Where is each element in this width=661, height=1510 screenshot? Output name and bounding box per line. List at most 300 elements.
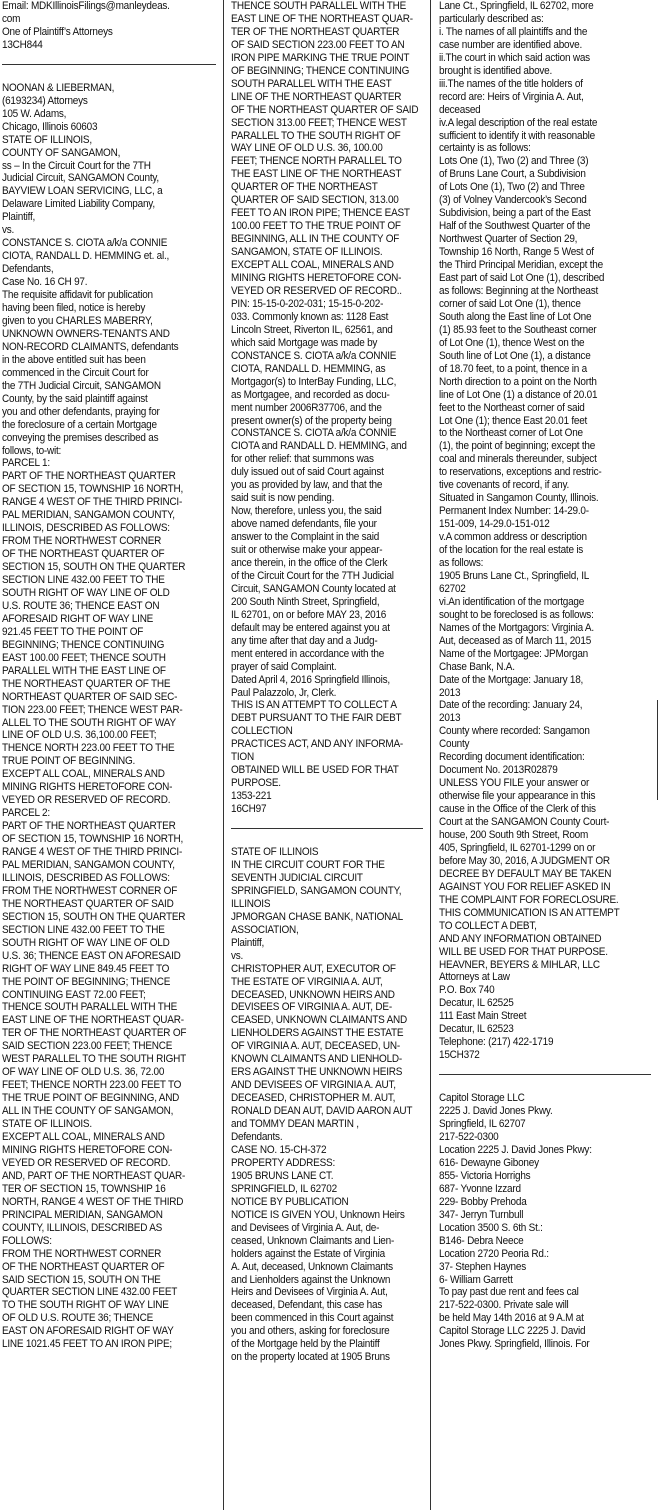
notice-line: NOTICE BY PUBLICATION	[231, 1195, 349, 1208]
notice-line: iv.A legal description of the real estate	[439, 116, 598, 129]
notice-line: ceased, Unknown Claimants and Lien-	[231, 1234, 395, 1247]
notice-line: 6- William Garrett	[439, 1273, 513, 1286]
notice-line: Springfield, IL 62707	[439, 1118, 526, 1131]
notice-line: feet to the Northeast corner of said	[439, 401, 585, 414]
notice-line: AGAINST YOU FOR RELIEF ASKED IN	[439, 880, 611, 893]
notice-line: CONSTANCE S. CIOTA a/k/a CONNIE	[231, 349, 397, 362]
notice-line: NOTICE IS GIVEN YOU, Unknown Heirs	[231, 1208, 405, 1221]
notice-line: Mortgagor(s) to InterBay Funding, LLC,	[231, 375, 397, 388]
notice-line: TER OF THE NORTHEAST QUARTER OF	[2, 1027, 187, 1040]
notice-line: you and other defendants, praying for	[2, 405, 160, 418]
notice-line: B146- Debra Neece	[439, 1234, 524, 1247]
notice-line: The requisite affidavit for publication	[2, 289, 153, 302]
notice-line: ERS AGAINST THE UNKNOWN HEIRS	[231, 1066, 403, 1079]
notice-line: the 7TH Judicial Circuit, SANGAMON	[2, 379, 161, 392]
notice-line: Jones Pkwy. Springfield, Illinois. For	[439, 1338, 590, 1351]
notice-line: OF SECTION 15, TOWNSHIP 16 NORTH,	[2, 483, 184, 496]
notice-line: SECTION 313.00 FEET; THENCE WEST	[231, 116, 407, 129]
notice-line: PARCEL 1:	[2, 457, 50, 470]
notice-line: on the property located at 1905 Bruns	[231, 1351, 390, 1364]
notice-line: MINING RIGHTS HERETOFORE CON-	[2, 781, 173, 794]
notice-line: suit or otherwise make your appear-	[231, 544, 383, 557]
notice-line: AND, PART OF THE NORTHEAST QUAR-	[2, 1169, 186, 1182]
notice-line: OF BEGINNING; THENCE CONTINUING	[231, 64, 410, 77]
notice-line: IL 62701, on or before MAY 23, 2016	[231, 608, 387, 621]
notice-separator	[2, 64, 216, 65]
notice-line: and TOMMY DEAN MARTIN ,	[231, 1118, 359, 1131]
notice-line: PARCEL 2:	[2, 807, 50, 820]
notice-line: 100.00 FEET TO THE TRUE POINT OF	[231, 220, 401, 233]
notice-line: to reservations, exceptions and restric-	[439, 466, 602, 479]
column-divider	[430, 0, 431, 1510]
notice-line: DEBT PURSUANT TO THE FAIR DEBT	[231, 712, 402, 725]
notice-line: OBTAINED WILL BE USED FOR THAT	[231, 764, 399, 777]
notice-line: CEASED, UNKNOWN CLAIMANTS AND	[231, 1014, 407, 1027]
notice-line: as follows:	[439, 556, 484, 569]
notice-line: Case No. 16 CH 97.	[2, 276, 88, 289]
notice-line: THE NORTHEAST QUARTER OF THE	[2, 677, 171, 690]
notice-line: Decatur, IL 62525	[439, 997, 514, 1010]
notice-line: IN THE CIRCUIT COURT FOR THE	[231, 859, 385, 871]
notice-line: Capitol Storage LLC 2225 J. David	[439, 1325, 586, 1338]
notice-line: cause in the Office of the Clerk of this	[439, 803, 596, 816]
notice-line: PAL MERIDIAN, SANGAMON COUNTY,	[2, 859, 175, 871]
notice-line: COUNTY, ILLINOIS, DESCRIBED AS	[2, 1221, 163, 1234]
notice-line: North direction to a point on the North	[439, 375, 597, 388]
notice-line: U.S. 36; THENCE EAST ON AFORESAID	[2, 949, 181, 962]
notice-line: of the Mortgage held by the Plaintiff	[231, 1338, 380, 1351]
notice-line: SOUTH RIGHT OF WAY LINE OF OLD	[2, 586, 170, 599]
notice-line: SECTION 15, SOUTH ON THE QUARTER	[2, 910, 186, 923]
notice-line: particularly described as:	[439, 12, 544, 25]
notice-line: TRUE POINT OF BEGINNING.	[2, 755, 136, 768]
notice-line: WAY LINE OF OLD U.S. 36, 100.00	[231, 142, 383, 155]
notice-line: CIOTA and RANDALL D. HEMMING, and	[231, 440, 407, 453]
notice-line: 347- Jerryn Turnbull	[439, 1208, 524, 1221]
notice-line: certainty is as follows:	[439, 142, 531, 155]
notice-line: having been filed, notice is hereby	[2, 302, 146, 315]
notice-line: OF SAID SECTION 223.00 FEET TO AN	[231, 38, 405, 51]
notice-line: Plaintiff,	[231, 936, 265, 949]
notice-line: record are: Heirs of Virginia A. Aut,	[439, 90, 584, 103]
notice-line: MINING RIGHTS HERETOFORE CON-	[231, 272, 402, 285]
notice-line: SPRINGFIELD, IL 62702	[231, 1182, 337, 1195]
column-divider	[223, 0, 224, 1510]
notice-line: CHRISTOPHER AUT, EXECUTOR OF	[231, 962, 396, 975]
notice-line: house, 200 South 9th Street, Room	[439, 829, 589, 841]
notice-line: PARALLEL WITH THE EAST LINE OF	[2, 664, 166, 677]
notice-line: East part of said Lot One (1), described	[439, 272, 605, 285]
notice-line: Attorneys at Law	[439, 971, 510, 984]
notice-line: TO COLLECT A DEBT,	[439, 919, 537, 932]
notice-line: OF OLD U.S. ROUTE 36; THENCE	[2, 1312, 154, 1325]
notice-line: Situated in Sangamon County, Illinois.	[439, 492, 599, 505]
notice-line: the foreclosure of a certain Mortgage	[2, 418, 157, 431]
notice-line: Heirs and Devisees of Virginia A. Aut,	[231, 1286, 388, 1299]
notice-line: EAST LINE OF THE NORTHEAST QUAR-	[231, 12, 413, 25]
notice-line: THE EAST LINE OF THE NORTHEAST	[231, 168, 402, 181]
notice-line: CIOTA, RANDALL D. HEMMING et. al.,	[2, 250, 170, 263]
notice-line: as follows: Beginning at the Northeast	[439, 284, 599, 297]
notice-line: Plaintiff,	[2, 211, 36, 224]
notice-line: vs.	[2, 224, 15, 237]
notice-line: FEET; THENCE NORTH PARALLEL TO	[231, 155, 402, 168]
notice-line: 2013	[439, 686, 461, 699]
notice-line: Decatur, IL 62523	[439, 1023, 514, 1036]
notice-line: FEET TO AN IRON PIPE; THENCE EAST	[231, 207, 410, 220]
notice-line: Chase Bank, N.A.	[439, 660, 515, 673]
legal-notice	[231, 0, 422, 816]
notice-line: Telephone: (217) 422-1719	[439, 1036, 554, 1049]
notice-line: you as provided by law, and that the	[231, 479, 383, 492]
notice-line: QUARTER OF THE NORTHEAST	[231, 181, 378, 194]
notice-line: answer to the Complaint in the said	[231, 531, 380, 544]
notice-line: BEGINNING; THENCE CONTINUING	[2, 638, 165, 651]
notice-line: SECTION 15, SOUTH ON THE QUARTER	[2, 561, 186, 574]
column-2	[231, 0, 423, 1510]
notice-line: 37- Stephen Haynes	[439, 1260, 526, 1273]
notice-separator	[231, 828, 423, 829]
notice-line: UNLESS YOU FILE your answer or	[439, 777, 590, 790]
notice-line: Date of the Mortgage: January 18,	[439, 673, 584, 686]
notice-line: 229- Bobby Prehoda	[439, 1195, 527, 1208]
notice-line: SECTION LINE 432.00 FEET TO THE	[2, 923, 165, 936]
notice-line: DEVISEES OF VIRGINIA A. AUT, DE-	[231, 1001, 392, 1014]
notice-line: VEYED OR RESERVED OF RECORD.	[2, 1156, 171, 1169]
notice-line: Email: MDKIllinoisFilings@manleydeas.	[2, 0, 170, 12]
notice-line: NORTHEAST QUARTER OF SAID SEC-	[2, 690, 178, 703]
notice-line: THE POINT OF BEGINNING; THENCE	[2, 975, 171, 988]
notice-line: Delaware Limited Liability Company,	[2, 198, 155, 211]
notice-line: LINE 1021.45 FEET TO AN IRON PIPE;	[2, 1338, 172, 1351]
notice-line: PART OF THE NORTHEAST QUARTER	[2, 470, 176, 483]
notice-line: ILLINOIS	[231, 897, 271, 910]
notice-line: CASE NO. 15-CH-372	[231, 1143, 327, 1156]
notice-line: 033. Commonly known as: 1128 East	[231, 310, 389, 323]
notice-line: QUARTER SECTION LINE 432.00 FEET	[2, 1286, 178, 1299]
notice-line: 105 W. Adams,	[2, 107, 67, 120]
column-1	[2, 0, 216, 1510]
legal-notice	[2, 0, 214, 52]
notice-line: commenced in the Circuit Court for	[2, 366, 149, 379]
notice-line: vi.An identification of the mortgage	[439, 595, 585, 608]
notice-line: TER OF THE NORTHEAST QUARTER	[231, 25, 400, 38]
notice-line: in the above entitled suit has been	[2, 353, 146, 366]
notice-line: RONALD DEAN AUT, DAVID AARON AUT	[231, 1105, 413, 1118]
notice-line: present owner(s) of the property being	[231, 414, 392, 427]
notice-line: EXCEPT ALL COAL, MINERALS AND	[231, 259, 394, 272]
notice-line: Permanent Index Number: 14-29.0-	[439, 505, 589, 518]
notice-line: 2013	[439, 712, 461, 725]
notice-line: Northwest Quarter of Section 29,	[439, 233, 578, 246]
notice-line: 151-009, 14-29.0-151-012	[439, 518, 550, 531]
notice-line: CONSTANCE S. CIOTA a/k/a CONNIE	[2, 237, 168, 250]
notice-line: BAYVIEW LOAN SERVICING, LLC, a	[2, 185, 163, 198]
notice-line: WILL BE USED FOR THAT PURPOSE.	[439, 945, 608, 958]
notice-line: and Lienholders against the Unknown	[231, 1273, 391, 1286]
legal-notice	[2, 82, 214, 1351]
notice-line: RIGHT OF WAY LINE 849.45 FEET TO	[2, 962, 170, 975]
notice-line: 111 East Main Street	[439, 1010, 527, 1023]
notice-separator	[439, 1074, 651, 1075]
notice-line: been commenced in this Court against	[231, 1312, 394, 1325]
notice-line: OF THE NORTHEAST QUARTER OF	[2, 1260, 165, 1273]
notice-line: Lane Ct., Springfield, IL 62702, more	[439, 0, 594, 12]
notice-line: brought is identified above.	[439, 64, 553, 77]
notice-line: DECEASED, UNKNOWN HEIRS AND	[231, 988, 395, 1001]
notice-line: One of Plaintiff’s Attorneys	[2, 25, 113, 38]
notice-line: THENCE SOUTH PARALLEL WITH THE	[231, 0, 407, 12]
notice-line: RANGE 4 WEST OF THE THIRD PRINCI-	[2, 496, 183, 509]
notice-line: 2225 J. David Jones Pkwy.	[439, 1105, 553, 1118]
notice-line: SOUTH PARALLEL WITH THE EAST	[231, 77, 392, 90]
notice-line: 1905 BRUNS LANE CT.	[231, 1169, 334, 1182]
notice-line: com	[2, 12, 21, 25]
notice-line: deceased	[439, 103, 481, 116]
notice-line: ALL IN THE COUNTY OF SANGAMON,	[2, 1105, 174, 1118]
notice-line: deceased, Defendant, this case has	[231, 1299, 383, 1312]
notice-line: THE ESTATE OF VIRGINIA A. AUT,	[231, 975, 383, 988]
notice-line: the Third Principal Meridian, except the	[439, 259, 603, 272]
notice-line: PRINCIPAL MERIDIAN, SANGAMON	[2, 1208, 163, 1221]
notice-line: THE TRUE POINT OF BEGINNING, AND	[2, 1092, 180, 1105]
notice-line: ILLINOIS, DESCRIBED AS FOLLOWS:	[2, 871, 170, 884]
notice-line: CONTINUING EAST 72.00 FEET;	[2, 988, 146, 1001]
notice-line: FROM THE NORTHWEST CORNER	[2, 535, 162, 548]
notice-line: Location 3500 S. 6th St.:	[439, 1221, 543, 1234]
notice-line: otherwise file your appearance in this	[439, 790, 596, 803]
notice-line: COLLECTION	[231, 725, 293, 738]
notice-line: County, by the said plaintiff against	[2, 392, 148, 405]
notice-line: PROPERTY ADDRESS:	[231, 1156, 336, 1169]
notice-line: above named defendants, file your	[231, 518, 377, 531]
notice-line: of Lot One (1), thence West on the	[439, 336, 585, 349]
notice-line: prayer of said Complaint.	[231, 660, 337, 673]
notice-line: EAST 100.00 FEET; THENCE SOUTH	[2, 651, 166, 664]
notice-line: DECEASED, CHRISTOPHER M. AUT,	[231, 1092, 396, 1105]
notice-line: VEYED OR RESERVED OF RECORD.	[2, 794, 171, 807]
notice-line: Half of the Southwest Quarter of the	[439, 220, 591, 233]
notice-line: iii.The names of the title holders of	[439, 77, 583, 90]
notice-line: Now, therefore, unless you, the said	[231, 505, 382, 518]
notice-line: Court at the SANGAMON County Court-	[439, 816, 610, 829]
notice-line: NON-RECORD CLAIMANTS, defendants	[2, 340, 179, 353]
notice-line: 16CH97	[231, 803, 267, 816]
notice-line: THE COMPLAINT FOR FORECLOSURE.	[439, 893, 619, 906]
notice-line: and Devisees of Virginia A. Aut, de-	[231, 1221, 380, 1234]
notice-line: any time after that day and a Judg-	[231, 634, 378, 647]
notice-line: SOUTH RIGHT OF WAY LINE OF OLD	[2, 936, 170, 949]
notice-line: ss – In the Circuit Court for the 7TH	[2, 159, 151, 172]
notice-line: Defendants.	[231, 1131, 283, 1144]
notice-line: SPRINGFIELD, SANGAMON COUNTY,	[231, 884, 402, 897]
notice-line: Township 16 North, Range 5 West of	[439, 246, 594, 259]
notice-line: Judicial Circuit, SANGAMON County,	[2, 172, 159, 185]
notice-line: KNOWN CLAIMANTS AND LIENHOLD-	[231, 1053, 402, 1066]
notice-line: OF SECTION 15, TOWNSHIP 16 NORTH,	[2, 833, 184, 846]
notice-line: STATE OF ILLINOIS	[231, 846, 319, 859]
notice-line: Lots One (1), Two (2) and Three (3)	[439, 155, 589, 168]
notice-line: CONSTANCE S. CIOTA a/k/a CONNIE	[231, 427, 397, 440]
notice-line: SAID SECTION 223.00 FEET; THENCE	[2, 1040, 173, 1053]
notice-line: 1353-221	[231, 790, 272, 803]
column-3	[439, 0, 651, 1510]
notice-line: MINING RIGHTS HERETOFORE CON-	[2, 1143, 173, 1156]
notice-line: duly issued out of said Court against	[231, 466, 384, 479]
notice-line: (3) of Volney Vandercook’s Second	[439, 194, 587, 207]
notice-line: 921.45 FEET TO THE POINT OF	[2, 625, 144, 638]
notice-line: vs.	[231, 949, 244, 962]
notice-line: v.A common address or description	[439, 531, 587, 544]
notice-line: 616- Dewayne Giboney	[439, 1156, 539, 1169]
notice-line: EAST ON AFORESAID RIGHT OF WAY	[2, 1325, 174, 1338]
notice-line: Paul Palazzolo, Jr, Clerk.	[231, 686, 337, 699]
notice-line: LINE OF THE NORTHEAST QUARTER	[231, 90, 402, 103]
notice-line: AFORESAID RIGHT OF WAY LINE	[2, 612, 154, 625]
notice-line: of Lots One (1), Two (2) and Three	[439, 181, 585, 194]
notice-line: Date of the recording: January 24,	[439, 699, 583, 712]
notice-line: OF WAY LINE OF OLD U.S. 36, 72.00	[2, 1066, 165, 1079]
notice-line: BEGINNING, ALL IN THE COUNTY OF	[231, 233, 400, 246]
notice-line: County	[439, 738, 470, 751]
notice-line: Location 2225 J. David Jones Pkwy:	[439, 1143, 592, 1156]
notice-line: OF VIRGINIA A. AUT, DECEASED, UN-	[231, 1040, 401, 1053]
notice-line: UNKNOWN OWNERS-TENANTS AND	[2, 327, 170, 340]
notice-line: Name of the Mortgagee: JPMorgan	[439, 647, 588, 660]
notice-line: COUNTY OF SANGAMON,	[2, 146, 121, 159]
notice-line: Document No. 2013R02879	[439, 764, 558, 777]
notice-line: TION 223.00 FEET; THENCE WEST PAR-	[2, 703, 183, 716]
legal-notice	[439, 1092, 650, 1351]
notice-line: STATE OF ILLINOIS.	[2, 1118, 92, 1131]
notice-line: QUARTER OF SAID SECTION, 313.00	[231, 194, 399, 207]
notice-line: TER OF SECTION 15, TOWNSHIP 16	[2, 1182, 166, 1195]
notice-line: LIENHOLDERS AGAINST THE ESTATE	[231, 1027, 404, 1040]
notice-line: given to you CHARLES MABERRY,	[2, 314, 153, 327]
notice-line: FROM THE NORTHWEST CORNER OF	[2, 884, 178, 897]
notice-line: to the Northeast corner of Lot One	[439, 427, 583, 440]
notice-line: P.O. Box 740	[439, 984, 495, 997]
notice-line: PIN: 15-15-0-202-031; 15-15-0-202-	[231, 297, 384, 310]
notice-line: PARALLEL TO THE SOUTH RIGHT OF	[231, 129, 401, 142]
notice-line: TION	[231, 751, 254, 764]
notice-line: THIS COMMUNICATION IS AN ATTEMPT	[439, 906, 620, 919]
notice-line: Lincoln Street, Riverton IL, 62561, and	[231, 323, 393, 336]
notice-line: EAST LINE OF THE NORTHEAST QUAR-	[2, 1014, 184, 1027]
notice-line: Recording document identification:	[439, 751, 585, 764]
notice-line: ii.The court in which said action was	[439, 51, 590, 64]
notice-line: 687- Yvonne Izzard	[439, 1182, 521, 1195]
notice-line: FROM THE NORTHWEST CORNER	[2, 1247, 162, 1260]
notice-line: corner of said Lot One (1), thence	[439, 297, 581, 310]
notice-line: said suit is now pending.	[231, 492, 335, 505]
notice-line: 855- Victoria Horrighs	[439, 1169, 531, 1182]
notice-line: County where recorded: Sangamon	[439, 725, 590, 738]
notice-line: SANGAMON, STATE OF ILLINOIS.	[231, 246, 383, 259]
notice-line: South along the East line of Lot One	[439, 310, 592, 323]
notice-line: 200 South Ninth Street, Springfield,	[231, 595, 380, 608]
notice-line: OF THE NORTHEAST QUARTER OF SAID	[231, 103, 419, 116]
notice-line: of the Circuit Court for the 7TH Judicial	[231, 569, 394, 582]
notice-line: IRON PIPE MARKING THE TRUE POINT	[231, 51, 410, 64]
notice-line: U.S. ROUTE 36; THENCE EAST ON	[2, 599, 160, 612]
notice-line: EXCEPT ALL COAL, MINERALS AND	[2, 1131, 165, 1144]
notice-line: you and others, asking for foreclosure	[231, 1325, 390, 1338]
notice-line: of the location for the real estate is	[439, 544, 584, 557]
notice-line: ALLEL TO THE SOUTH RIGHT OF WAY	[2, 716, 176, 729]
notice-line: PART OF THE NORTHEAST QUARTER	[2, 820, 176, 833]
notice-line: which said Mortgage was made by	[231, 336, 378, 349]
notice-line: 217-522-0300. Private sale will	[439, 1299, 569, 1312]
notice-line: NORTH, RANGE 4 WEST OF THE THIRD	[2, 1195, 184, 1208]
notice-line: THENCE NORTH 223.00 FEET TO THE	[2, 742, 175, 755]
notice-line: EXCEPT ALL COAL, MINERALS AND	[2, 768, 165, 781]
notice-line: default may be entered against you at	[231, 621, 390, 634]
notice-line: conveying the premises described as	[2, 431, 159, 444]
notice-line: DECREE BY DEFAULT MAY BE TAKEN	[439, 867, 612, 880]
notice-line: of 18.70 feet, to a point, thence in a	[439, 362, 587, 375]
notice-line: Location 2720 Peoria Rd.:	[439, 1247, 549, 1260]
notice-line: Lot One (1); thence East 20.01 feet	[439, 414, 588, 427]
notice-line: JPMORGAN CHASE BANK, NATIONAL	[231, 910, 403, 923]
notice-line: follows, to-wit:	[2, 444, 62, 457]
notice-line: OF THE NORTHEAST QUARTER OF	[2, 548, 165, 561]
notice-line: coal and minerals thereunder, subject	[439, 453, 597, 466]
notice-line: 405, Springfield, IL 62701-1299 on or	[439, 841, 596, 854]
notice-line: Dated April 4, 2016 Springfield Illinois,	[231, 673, 390, 686]
notice-line: THENCE SOUTH PARALLEL WITH THE	[2, 1001, 178, 1014]
notice-line: for other relief: that summons was	[231, 453, 374, 466]
notice-line: ILLINOIS, DESCRIBED AS FOLLOWS:	[2, 522, 170, 535]
notice-line: AND ANY INFORMATION OBTAINED	[439, 932, 602, 945]
legal-notice	[231, 846, 422, 1364]
notice-line: RANGE 4 WEST OF THE THIRD PRINCI-	[2, 846, 183, 859]
notice-line: THIS IS AN ATTEMPT TO COLLECT A	[231, 699, 397, 712]
notice-line: Capitol Storage LLC	[439, 1092, 525, 1105]
notice-line: (1), the point of beginning; except the	[439, 440, 596, 453]
notice-line: FEET; THENCE NORTH 223.00 FEET TO	[2, 1079, 182, 1092]
legal-notice	[439, 0, 650, 1062]
notice-line: PRACTICES ACT, AND ANY INFORMA-	[231, 738, 404, 751]
notice-line: 15CH372	[439, 1049, 480, 1062]
notice-line: Defendants,	[2, 263, 54, 276]
notice-line: (6193234) Attorneys	[2, 94, 88, 107]
notice-line: FOLLOWS:	[2, 1234, 52, 1247]
notice-line: case number are identified above.	[439, 38, 583, 51]
notice-line: as Mortgagee, and recorded as docu-	[231, 388, 390, 401]
notice-line: ment number 2006R37706, and the	[231, 401, 382, 414]
notice-line: ASSOCIATION,	[231, 923, 299, 936]
notice-line: SAID SECTION 15, SOUTH ON THE	[2, 1273, 161, 1286]
notice-line: CIOTA, RANDALL D. HEMMING, as	[231, 362, 386, 375]
notice-line: 62702	[439, 582, 466, 595]
notice-line: be held May 14th 2016 at 9 A.M at	[439, 1312, 584, 1325]
notice-line: PURPOSE.	[231, 777, 281, 790]
notice-line: Subdivision, being a part of the East	[439, 207, 591, 220]
notice-line: sufficient to identify it with reasonable	[439, 129, 595, 142]
notice-line: VEYED OR RESERVED OF RECORD..	[231, 284, 402, 297]
notice-line: STATE OF ILLINOIS,	[2, 133, 92, 146]
notice-line: To pay past due rent and fees cal	[439, 1286, 579, 1299]
notice-line: A. Aut, deceased, Unknown Claimants	[231, 1260, 393, 1273]
notice-line: i. The names of all plaintiffs and the	[439, 25, 588, 38]
notice-line: TO THE SOUTH RIGHT OF WAY LINE	[2, 1299, 169, 1312]
notice-line: 1905 Bruns Lane Ct., Springfield, IL	[439, 569, 590, 582]
notice-line: LINE OF OLD U.S. 36,100.00 FEET;	[2, 729, 157, 742]
notice-line: tive covenants of record, if any.	[439, 479, 570, 492]
notice-line: before May 30, 2016, A JUDGMENT OR	[439, 854, 610, 867]
notice-line: of Bruns Lane Court, a Subdivision	[439, 168, 586, 181]
